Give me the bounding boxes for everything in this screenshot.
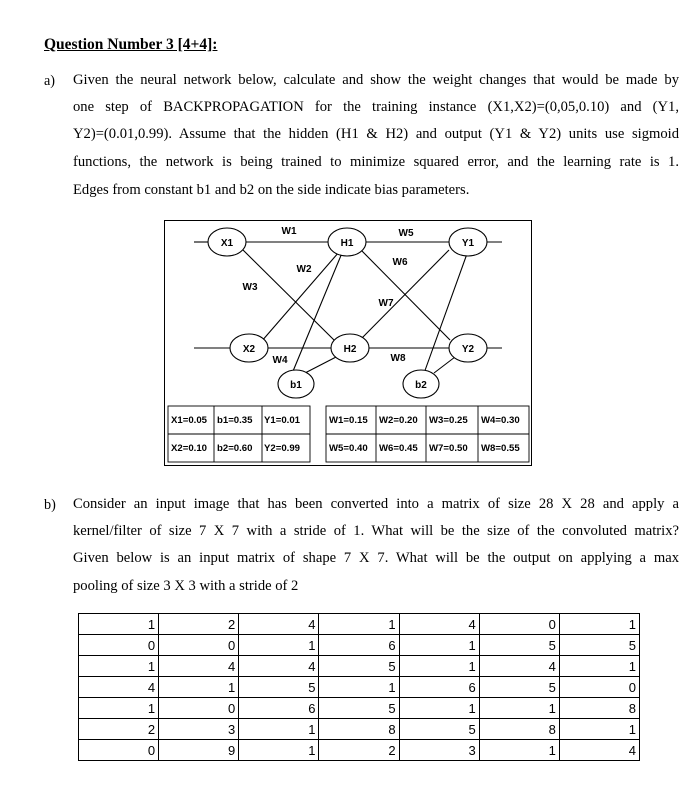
node-label: H1 — [340, 238, 354, 249]
matrix-cell: 6 — [319, 635, 399, 656]
table-cell: X1=0.05 — [171, 415, 208, 426]
table-cell: Y1=0.01 — [264, 415, 301, 426]
matrix-cell: 1 — [79, 656, 159, 677]
weight-label: W3 — [242, 282, 258, 293]
matrix-cell: 0 — [479, 614, 559, 635]
table-cell: Y2=0.99 — [264, 443, 301, 454]
matrix-cell: 5 — [239, 677, 319, 698]
input-matrix-table — [78, 613, 640, 761]
node-label: b2 — [415, 380, 427, 391]
matrix-cell: 1 — [559, 614, 639, 635]
matrix-cell: 0 — [79, 635, 159, 656]
matrix-cell: 6 — [399, 677, 479, 698]
weight-label: W2 — [296, 264, 312, 275]
part-b-line: Consider an input image that has been converted into a matrix of size 28 X 28 and apply a — [73, 496, 679, 512]
matrix-cell: 0 — [559, 677, 639, 698]
node-label: X2 — [242, 344, 256, 355]
node-label: X1 — [220, 238, 234, 249]
node-label: H2 — [343, 344, 357, 355]
part-b-line: pooling of size 3 X 3 with a stride of 2 — [73, 578, 299, 594]
table-row — [79, 614, 640, 635]
table-cell: W1=0.15 — [329, 415, 368, 426]
matrix-cell: 0 — [79, 740, 159, 761]
matrix-cell: 5 — [479, 677, 559, 698]
weight-label: W5 — [398, 228, 414, 239]
table-cell: b1=0.35 — [217, 415, 253, 426]
matrix-cell: 1 — [319, 614, 399, 635]
neural-network-diagram — [164, 220, 532, 466]
part-b-line: kernel/filter of size 7 X 7 with a stride of 1. What will be the size of the convoluted matrix? — [73, 523, 679, 539]
matrix-cell: 5 — [319, 698, 399, 719]
part-a-line: functions, the network is being trained to minimize squared error, and the learning rate is 1. — [73, 154, 679, 170]
matrix-cell: 5 — [399, 719, 479, 740]
table-row — [79, 677, 640, 698]
matrix-cell: 4 — [399, 614, 479, 635]
matrix-cell: 5 — [319, 656, 399, 677]
table-row — [79, 740, 640, 761]
matrix-cell: 0 — [159, 635, 239, 656]
matrix-cell: 4 — [239, 656, 319, 677]
node-label: b1 — [290, 380, 302, 391]
matrix-cell: 2 — [159, 614, 239, 635]
node-label: Y1 — [461, 238, 475, 249]
matrix-cell: 1 — [559, 656, 639, 677]
matrix-cell: 4 — [239, 614, 319, 635]
weight-label: W8 — [390, 353, 406, 364]
matrix-cell: 3 — [399, 740, 479, 761]
node-label: Y2 — [461, 344, 475, 355]
matrix-cell: 0 — [159, 698, 239, 719]
matrix-cell: 9 — [159, 740, 239, 761]
matrix-cell: 4 — [559, 740, 639, 761]
matrix-cell: 2 — [319, 740, 399, 761]
part-a-marker: a) — [44, 73, 56, 89]
matrix-cell: 1 — [79, 698, 159, 719]
weight-label: W4 — [272, 355, 288, 366]
matrix-cell: 4 — [479, 656, 559, 677]
part-b-line: Given below is an input matrix of shape 7 X 7. What will be the output on applying a max — [73, 550, 679, 566]
matrix-cell: 1 — [399, 698, 479, 719]
matrix-cell: 1 — [559, 719, 639, 740]
matrix-cell: 8 — [479, 719, 559, 740]
matrix-cell: 3 — [159, 719, 239, 740]
table-row — [79, 719, 640, 740]
weight-label: W6 — [392, 257, 408, 268]
table-cell: W3=0.25 — [429, 415, 468, 426]
part-a-line: one step of BACKPROPAGATION for the training instance (X1,X2)=(0,05,0.10) and (Y1, — [73, 99, 679, 115]
table-cell: W5=0.40 — [329, 443, 368, 454]
matrix-cell: 4 — [159, 656, 239, 677]
matrix-cell: 5 — [559, 635, 639, 656]
matrix-cell: 4 — [79, 677, 159, 698]
table-row — [79, 698, 640, 719]
table-row — [79, 656, 640, 677]
matrix-cell: 5 — [479, 635, 559, 656]
part-a-line: Given the neural network below, calculate and show the weight changes that would be made by — [73, 72, 679, 88]
weight-label: W7 — [378, 298, 394, 309]
matrix-cell: 1 — [159, 677, 239, 698]
matrix-cell: 8 — [559, 698, 639, 719]
matrix-cell: 1 — [239, 635, 319, 656]
table-cell: b2=0.60 — [217, 443, 253, 454]
table-cell: X2=0.10 — [171, 443, 208, 454]
matrix-cell: 2 — [79, 719, 159, 740]
table-cell: W8=0.55 — [481, 443, 520, 454]
table-cell: W4=0.30 — [481, 415, 520, 426]
matrix-cell: 1 — [79, 614, 159, 635]
table-cell: W2=0.20 — [379, 415, 418, 426]
part-b-marker: b) — [44, 497, 56, 513]
matrix-cell: 1 — [319, 677, 399, 698]
matrix-cell: 1 — [399, 635, 479, 656]
matrix-cell: 1 — [479, 698, 559, 719]
matrix-cell: 1 — [239, 740, 319, 761]
table-row — [79, 635, 640, 656]
matrix-cell: 8 — [319, 719, 399, 740]
table-cell: W7=0.50 — [429, 443, 468, 454]
question-title: Question Number 3 [4+4]: — [44, 36, 218, 53]
matrix-cell: 1 — [479, 740, 559, 761]
table-cell: W6=0.45 — [379, 443, 418, 454]
part-a-line: Y2)=(0.01,0.99). Assume that the hidden (H1 & H2) and output (Y1 & Y2) units use sigmoid — [73, 126, 679, 142]
part-a-line: Edges from constant b1 and b2 on the side indicate bias parameters. — [73, 182, 470, 198]
matrix-cell: 1 — [399, 656, 479, 677]
matrix-cell: 1 — [239, 719, 319, 740]
matrix-cell: 6 — [239, 698, 319, 719]
weight-label: W1 — [281, 226, 297, 237]
